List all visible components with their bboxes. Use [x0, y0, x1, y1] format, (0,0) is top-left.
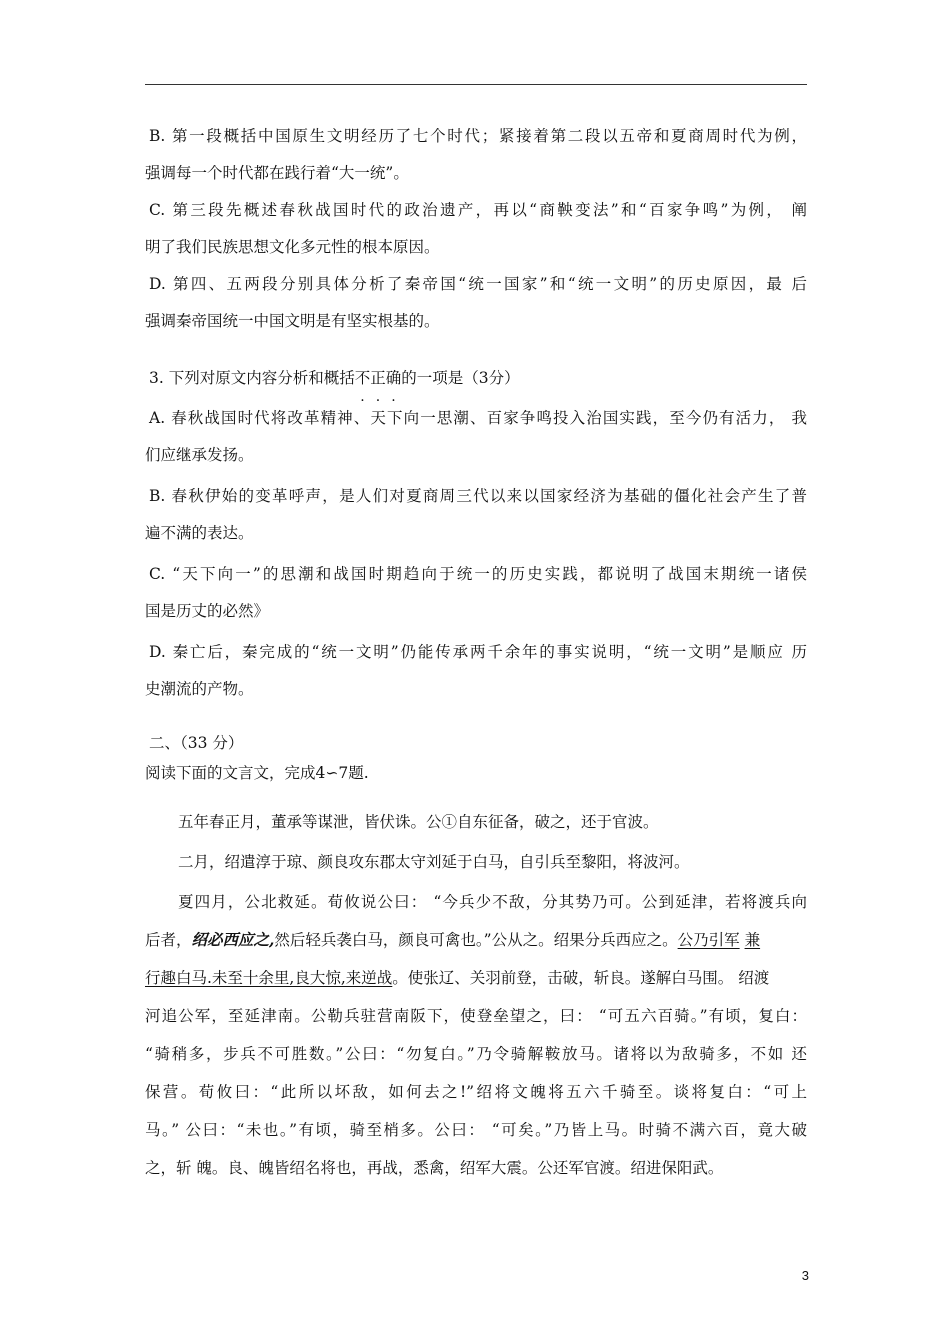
- section-instruction: 阅读下面的文言文，完成4∽7题.: [145, 764, 369, 782]
- option-b-line-1: B. 春秋伊始的变革呼声，是人们对夏商周三代以来以国家经济为基础的僵化社会产生了普: [149, 487, 807, 505]
- stem-prefix: 3. 下列对原文内容分析和概括: [149, 369, 355, 387]
- section-2-header: [145, 728, 807, 788]
- header-rule: [145, 84, 807, 85]
- option-c-line-2: 明了我们民族思想文化多元性的根本原因。: [145, 238, 440, 256]
- section-heading: 二、（33 分）: [149, 734, 244, 752]
- text-run: 然后轻兵袭白马，颜良可禽也。”公从之。绍果分兵西应之。: [274, 931, 678, 949]
- option-a-line-1: A. 春秋战国时代将改革精神、天下向一思潮、百家争鸣投入治国实践，至今仍有活力， 我: [149, 409, 807, 427]
- underlined-sentence: 行趣白马.未至十余里,良大惊,来逆战: [145, 969, 393, 987]
- passage-paragraph-3-line-8: 之，斩 魄。良、魄皆绍名将也，再战，悉禽，绍军大震。公还军官渡。绍进保阳武。: [145, 1159, 724, 1177]
- page-number: 3: [801, 1268, 809, 1283]
- text-run: 。使张辽、关羽前登，击破，斩良。遂解白马围。 绍渡: [392, 969, 770, 987]
- option-c-line-1: C. 第三段先概述春秋战国时代的政治遗产，再以“商鞅变法”和“百家争鸣”为例， 阐: [149, 201, 807, 219]
- classical-passage: [145, 803, 807, 1187]
- option-b-line-2: 强调每一个时代都在践行着“大一统”。: [145, 164, 409, 182]
- passage-paragraph-3-line-5: “骑稍多，步兵不可胜数。”公曰：“勿复白。”乃令骑解鞍放马。诸将以为敌骑多，不如 还: [145, 1045, 807, 1063]
- option-d-line-2: 史潮流的产物。: [145, 680, 254, 698]
- stem-suffix: 的一项是（3分）: [401, 369, 520, 387]
- emphasis-char: 确: [385, 369, 402, 387]
- passage-paragraph-1: 五年春正月，董承等谋泄，皆伏诛。公①自东征备，破之，还于官波。: [178, 813, 659, 831]
- emphasis-char: 不: [354, 369, 371, 387]
- text-run: 后者，: [145, 931, 192, 949]
- passage-paragraph-3-line-7: 马。” 公曰：“未也。”有顷，骑至梢多。公曰： “可矣。”乃皆上马。时骑不满六百，竟大破: [145, 1121, 807, 1139]
- option-d-line-2: 强调秦帝国统一中国文明是有坚实根基的。: [145, 312, 440, 330]
- question-3-stem: [145, 360, 807, 397]
- emphasis-char: 正: [370, 369, 386, 387]
- option-d-line-1: D. 秦亡后，秦完成的“统一文明”仍能传承两千余年的事实说明，“统一文明”是顺应 历: [149, 643, 807, 661]
- passage-paragraph-3-line-1: 夏四月，公北救延。荀攸说公曰： “今兵少不敌，分其势乃可。公到延津，若将渡兵向: [178, 893, 807, 911]
- option-a-line-2: 们应继承发扬。: [145, 446, 254, 464]
- option-d-line-1: D. 第四、五两段分别具体分析了秦帝国“统一国家”和“统一文明”的历史原因，最 后: [149, 275, 807, 293]
- underlined-sentence-start: 兼: [744, 931, 761, 949]
- highlighted-phrase: 绍必西应之,: [191, 930, 275, 949]
- option-c-line-2: 国是历丈的必然》: [145, 602, 270, 620]
- passage-paragraph-3-line-4: 河追公军，至延津南。公勒兵驻营南阪下，使登垒望之，曰： “可五六百骑。”有顷，复白：: [145, 1007, 807, 1025]
- passage-paragraph-3-line-2: [145, 921, 807, 959]
- passage-paragraph-2: 二月，绍遣淳于琼、颜良攻东郡太守刘延于白马，自引兵至黎阳，将波河。: [178, 853, 690, 871]
- option-c-line-1: C. “天下向一”的思潮和战国时期趋向于统一的历史实践，都说明了战国末期统一诸侯: [149, 565, 807, 583]
- option-b-line-2: 遍不满的表达。: [145, 524, 254, 542]
- question-3: [145, 360, 807, 708]
- underlined-sentence-start: 公乃引军: [677, 931, 740, 949]
- question-2-options: [145, 118, 807, 340]
- passage-paragraph-3-line-3: [145, 959, 807, 997]
- passage-paragraph-3-line-6: 保营。荀攸曰：“此所以坏敌，如何去之!”绍将文魄将五六千骑至。谈将复白：“可上: [145, 1083, 807, 1101]
- option-b-line-1: B. 第一段概括中国原生文明经历了七个时代；紧接着第二段以五帝和夏商周时代为例，: [149, 127, 807, 145]
